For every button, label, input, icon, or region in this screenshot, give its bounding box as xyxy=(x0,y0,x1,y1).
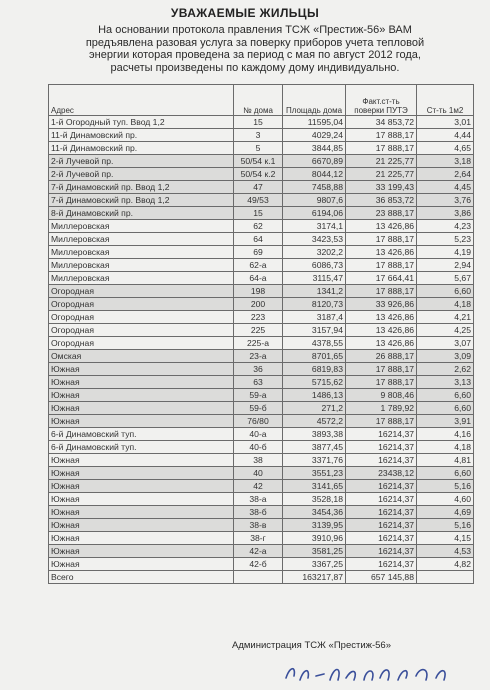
cell-house-no: 69 xyxy=(234,246,283,259)
cell-address: Южная xyxy=(49,415,234,428)
cell-rate: 6,60 xyxy=(417,389,474,402)
table-row xyxy=(49,428,474,441)
cell-house-no: 59-б xyxy=(234,402,283,415)
charges-table xyxy=(48,84,474,584)
intro-line: энергии которая проведена за период с мая по август 2012 года, xyxy=(89,49,421,61)
cell-address: Южная xyxy=(49,467,234,480)
cell-house-no: 38-а xyxy=(234,493,283,506)
table-row xyxy=(49,337,474,350)
cell-fact-cost: 13 426,86 xyxy=(346,337,417,350)
header-house-no: № дома xyxy=(234,85,283,116)
cell-rate: 4,18 xyxy=(417,441,474,454)
table-row xyxy=(49,246,474,259)
table-row xyxy=(49,415,474,428)
cell-rate: 4,82 xyxy=(417,558,474,571)
cell-rate: 5,16 xyxy=(417,519,474,532)
cell-rate: 5,67 xyxy=(417,272,474,285)
table-row xyxy=(49,467,474,480)
cell-address: Огородная xyxy=(49,337,234,350)
cell-address: Южная xyxy=(49,558,234,571)
table-row xyxy=(49,311,474,324)
cell-fact-cost: 17 888,17 xyxy=(346,363,417,376)
cell-area: 8120,73 xyxy=(283,298,346,311)
cell-house-no: 40 xyxy=(234,467,283,480)
table-row xyxy=(49,480,474,493)
cell-address: Огородная xyxy=(49,324,234,337)
cell-rate: 4,60 xyxy=(417,493,474,506)
cell-fact-cost: 16214,37 xyxy=(346,545,417,558)
table-row xyxy=(49,545,474,558)
cell-address: Огородная xyxy=(49,285,234,298)
cell-fact-cost: 13 426,86 xyxy=(346,311,417,324)
cell-rate: 3,09 xyxy=(417,350,474,363)
cell-rate: 5,23 xyxy=(417,233,474,246)
total-cell-house-no xyxy=(234,571,283,584)
cell-address: 8-й Динамовский пр. xyxy=(49,207,234,220)
cell-address: Южная xyxy=(49,493,234,506)
cell-fact-cost: 13 426,86 xyxy=(346,246,417,259)
cell-address: 6-й Динамовский туп. xyxy=(49,441,234,454)
header-area: Площадь дома xyxy=(283,85,346,116)
cell-house-no: 15 xyxy=(234,116,283,129)
cell-address: 2-й Лучевой пр. xyxy=(49,168,234,181)
cell-address: Южная xyxy=(49,506,234,519)
cell-rate: 3,13 xyxy=(417,376,474,389)
header-address: Адрес xyxy=(49,85,234,116)
cell-area: 3581,25 xyxy=(283,545,346,558)
cell-fact-cost: 17 888,17 xyxy=(346,142,417,155)
cell-area: 8044,12 xyxy=(283,168,346,181)
cell-address: Омская xyxy=(49,350,234,363)
table-row xyxy=(49,506,474,519)
cell-area: 3844,85 xyxy=(283,142,346,155)
cell-address: 7-й Динамовский пр. Ввод 1,2 xyxy=(49,194,234,207)
cell-address: 11-й Динамовский пр. xyxy=(49,129,234,142)
cell-fact-cost: 13 426,86 xyxy=(346,220,417,233)
cell-area: 3141,65 xyxy=(283,480,346,493)
cell-house-no: 64-а xyxy=(234,272,283,285)
cell-rate: 3,07 xyxy=(417,337,474,350)
cell-fact-cost: 17 888,17 xyxy=(346,376,417,389)
cell-area: 3202,2 xyxy=(283,246,346,259)
cell-house-no: 38-г xyxy=(234,532,283,545)
cell-fact-cost: 13 426,86 xyxy=(346,324,417,337)
table-row xyxy=(49,532,474,545)
cell-area: 3551,23 xyxy=(283,467,346,480)
table-row xyxy=(49,454,474,467)
table-total-row xyxy=(49,571,474,584)
cell-area: 3367,25 xyxy=(283,558,346,571)
cell-rate: 3,18 xyxy=(417,155,474,168)
cell-house-no: 59-а xyxy=(234,389,283,402)
cell-fact-cost: 16214,37 xyxy=(346,532,417,545)
table-row xyxy=(49,493,474,506)
cell-area: 3454,36 xyxy=(283,506,346,519)
cell-fact-cost: 16214,37 xyxy=(346,506,417,519)
cell-address: Огородная xyxy=(49,311,234,324)
total-cell-address: Всего xyxy=(49,571,234,584)
table-row xyxy=(49,142,474,155)
table-row xyxy=(49,298,474,311)
cell-fact-cost: 16214,37 xyxy=(346,519,417,532)
cell-area: 3893,38 xyxy=(283,428,346,441)
table-row xyxy=(49,129,474,142)
cell-house-no: 62 xyxy=(234,220,283,233)
total-cell-rate xyxy=(417,571,474,584)
cell-rate: 3,86 xyxy=(417,207,474,220)
cell-rate: 4,16 xyxy=(417,428,474,441)
cell-rate: 2,64 xyxy=(417,168,474,181)
cell-rate: 4,69 xyxy=(417,506,474,519)
cell-rate: 4,25 xyxy=(417,324,474,337)
table-row xyxy=(49,220,474,233)
cell-address: Южная xyxy=(49,480,234,493)
cell-fact-cost: 36 853,72 xyxy=(346,194,417,207)
cell-area: 271,2 xyxy=(283,402,346,415)
cell-rate: 6,60 xyxy=(417,402,474,415)
cell-house-no: 49/53 xyxy=(234,194,283,207)
cell-house-no: 63 xyxy=(234,376,283,389)
cell-address: Южная xyxy=(49,545,234,558)
cell-area: 3423,53 xyxy=(283,233,346,246)
table-row xyxy=(49,324,474,337)
table-row xyxy=(49,168,474,181)
cell-area: 3115,47 xyxy=(283,272,346,285)
cell-area: 7458,88 xyxy=(283,181,346,194)
cell-address: 6-й Динамовский туп. xyxy=(49,428,234,441)
cell-address: Южная xyxy=(49,389,234,402)
cell-address: Миллеровская xyxy=(49,220,234,233)
cell-house-no: 42 xyxy=(234,480,283,493)
cell-rate: 4,44 xyxy=(417,129,474,142)
cell-area: 6670,89 xyxy=(283,155,346,168)
cell-rate: 4,53 xyxy=(417,545,474,558)
cell-fact-cost: 16214,37 xyxy=(346,558,417,571)
cell-house-no: 64 xyxy=(234,233,283,246)
cell-address: Южная xyxy=(49,519,234,532)
cell-area: 1486,13 xyxy=(283,389,346,402)
table-row xyxy=(49,233,474,246)
notice-intro xyxy=(50,24,460,74)
cell-rate: 3,91 xyxy=(417,415,474,428)
cell-area: 6819,83 xyxy=(283,363,346,376)
cell-rate: 2,62 xyxy=(417,363,474,376)
cell-area: 1341,2 xyxy=(283,285,346,298)
cell-address: Южная xyxy=(49,532,234,545)
cell-fact-cost: 34 853,72 xyxy=(346,116,417,129)
cell-fact-cost: 33 926,86 xyxy=(346,298,417,311)
cell-house-no: 38-в xyxy=(234,519,283,532)
cell-house-no: 50/54 к.2 xyxy=(234,168,283,181)
cell-rate: 5,16 xyxy=(417,480,474,493)
table-row xyxy=(49,350,474,363)
intro-line: предъявлена разовая услуга за поверку приборов учета тепловой xyxy=(85,36,425,49)
cell-address: Южная xyxy=(49,376,234,389)
table-row xyxy=(49,363,474,376)
cell-address: 1-й Огородный туп. Ввод 1,2 xyxy=(49,116,234,129)
cell-house-no: 50/54 к.1 xyxy=(234,155,283,168)
cell-area: 4572,2 xyxy=(283,415,346,428)
cell-fact-cost: 17 888,17 xyxy=(346,285,417,298)
cell-fact-cost: 17 888,17 xyxy=(346,415,417,428)
cell-address: Южная xyxy=(49,402,234,415)
cell-house-no: 76/80 xyxy=(234,415,283,428)
table-row xyxy=(49,285,474,298)
cell-area: 5715,62 xyxy=(283,376,346,389)
cell-fact-cost: 9 808,46 xyxy=(346,389,417,402)
cell-fact-cost: 16214,37 xyxy=(346,428,417,441)
cell-fact-cost: 17 888,17 xyxy=(346,233,417,246)
cell-rate: 4,23 xyxy=(417,220,474,233)
cell-address: Южная xyxy=(49,363,234,376)
cell-rate: 2,94 xyxy=(417,259,474,272)
cell-area: 3371,76 xyxy=(283,454,346,467)
cell-area: 3877,45 xyxy=(283,441,346,454)
cell-fact-cost: 17 888,17 xyxy=(346,129,417,142)
cell-house-no: 198 xyxy=(234,285,283,298)
table-row xyxy=(49,207,474,220)
header-rate: Ст-ть 1м2 xyxy=(417,85,474,116)
notice-title: УВАЖАЕМЫЕ ЖИЛЬЦЫ xyxy=(170,6,320,20)
cell-fact-cost: 33 199,43 xyxy=(346,181,417,194)
cell-rate: 4,45 xyxy=(417,181,474,194)
cell-area: 3139,95 xyxy=(283,519,346,532)
table-row xyxy=(49,259,474,272)
cell-fact-cost: 16214,37 xyxy=(346,493,417,506)
cell-house-no: 225 xyxy=(234,324,283,337)
table-header-row xyxy=(49,85,474,116)
cell-house-no: 40-б xyxy=(234,441,283,454)
cell-house-no: 225-а xyxy=(234,337,283,350)
cell-house-no: 42-б xyxy=(234,558,283,571)
cell-house-no: 42-а xyxy=(234,545,283,558)
cell-fact-cost: 26 888,17 xyxy=(346,350,417,363)
signature: Администрация ТСЖ «Престиж-56» xyxy=(232,640,391,651)
cell-house-no: 223 xyxy=(234,311,283,324)
cell-fact-cost: 21 225,77 xyxy=(346,168,417,181)
cell-fact-cost: 21 225,77 xyxy=(346,155,417,168)
table-row xyxy=(49,272,474,285)
header-fact-cost: Факт.ст-ть поверки ПУТЭ xyxy=(346,85,417,116)
table-row xyxy=(49,389,474,402)
cell-address: Южная xyxy=(49,454,234,467)
cell-fact-cost: 1 789,92 xyxy=(346,402,417,415)
cell-address: 11-й Динамовский пр. xyxy=(49,142,234,155)
table-row xyxy=(49,116,474,129)
cell-house-no: 200 xyxy=(234,298,283,311)
intro-line: На основании протокола правления ТСЖ «Престиж-56» ВАМ xyxy=(98,24,412,36)
cell-area: 6194,06 xyxy=(283,207,346,220)
intro-line: расчеты произведены по каждому дому индивидуально. xyxy=(110,61,400,74)
cell-rate: 6,60 xyxy=(417,467,474,480)
total-cell-area: 163217,87 xyxy=(283,571,346,584)
cell-fact-cost: 16214,37 xyxy=(346,480,417,493)
table-row xyxy=(49,376,474,389)
cell-address: 2-й Лучевой пр. xyxy=(49,155,234,168)
cell-fact-cost: 16214,37 xyxy=(346,441,417,454)
cell-rate: 3,76 xyxy=(417,194,474,207)
cell-area: 3910,96 xyxy=(283,532,346,545)
cell-address: Миллеровская xyxy=(49,246,234,259)
cell-house-no: 36 xyxy=(234,363,283,376)
table-row xyxy=(49,402,474,415)
cell-rate: 4,19 xyxy=(417,246,474,259)
cell-fact-cost: 23438,12 xyxy=(346,467,417,480)
table-body xyxy=(49,116,474,584)
table-row xyxy=(49,181,474,194)
total-cell-fact-cost: 657 145,88 xyxy=(346,571,417,584)
cell-address: Миллеровская xyxy=(49,233,234,246)
cell-house-no: 15 xyxy=(234,207,283,220)
cell-area: 3187,4 xyxy=(283,311,346,324)
cell-fact-cost: 16214,37 xyxy=(346,454,417,467)
table-row xyxy=(49,194,474,207)
cell-fact-cost: 23 888,17 xyxy=(346,207,417,220)
table-row xyxy=(49,155,474,168)
cell-rate: 4,15 xyxy=(417,532,474,545)
cell-area: 3157,94 xyxy=(283,324,346,337)
handwritten-note xyxy=(280,660,480,686)
cell-house-no: 23-а xyxy=(234,350,283,363)
cell-fact-cost: 17 888,17 xyxy=(346,259,417,272)
cell-house-no: 62-а xyxy=(234,259,283,272)
cell-house-no: 5 xyxy=(234,142,283,155)
cell-house-no: 3 xyxy=(234,129,283,142)
cell-address: 7-й Динамовский пр. Ввод 1,2 xyxy=(49,181,234,194)
cell-rate: 4,21 xyxy=(417,311,474,324)
cell-rate: 4,81 xyxy=(417,454,474,467)
cell-rate: 3,01 xyxy=(417,116,474,129)
cell-rate: 6,60 xyxy=(417,285,474,298)
cell-address: Миллеровская xyxy=(49,259,234,272)
cell-area: 8701,65 xyxy=(283,350,346,363)
cell-area: 3528,18 xyxy=(283,493,346,506)
cell-area: 11595,04 xyxy=(283,116,346,129)
cell-area: 4378,55 xyxy=(283,337,346,350)
cell-address: Огородная xyxy=(49,298,234,311)
cell-house-no: 40-а xyxy=(234,428,283,441)
cell-area: 9807,6 xyxy=(283,194,346,207)
cell-area: 3174,1 xyxy=(283,220,346,233)
cell-rate: 4,65 xyxy=(417,142,474,155)
table-row xyxy=(49,558,474,571)
cell-address: Миллеровская xyxy=(49,272,234,285)
table-row xyxy=(49,519,474,532)
cell-rate: 4,18 xyxy=(417,298,474,311)
cell-area: 4029,24 xyxy=(283,129,346,142)
cell-house-no: 38-б xyxy=(234,506,283,519)
cell-fact-cost: 17 664,41 xyxy=(346,272,417,285)
cell-house-no: 38 xyxy=(234,454,283,467)
cell-house-no: 47 xyxy=(234,181,283,194)
cell-area: 6086,73 xyxy=(283,259,346,272)
table-row xyxy=(49,441,474,454)
